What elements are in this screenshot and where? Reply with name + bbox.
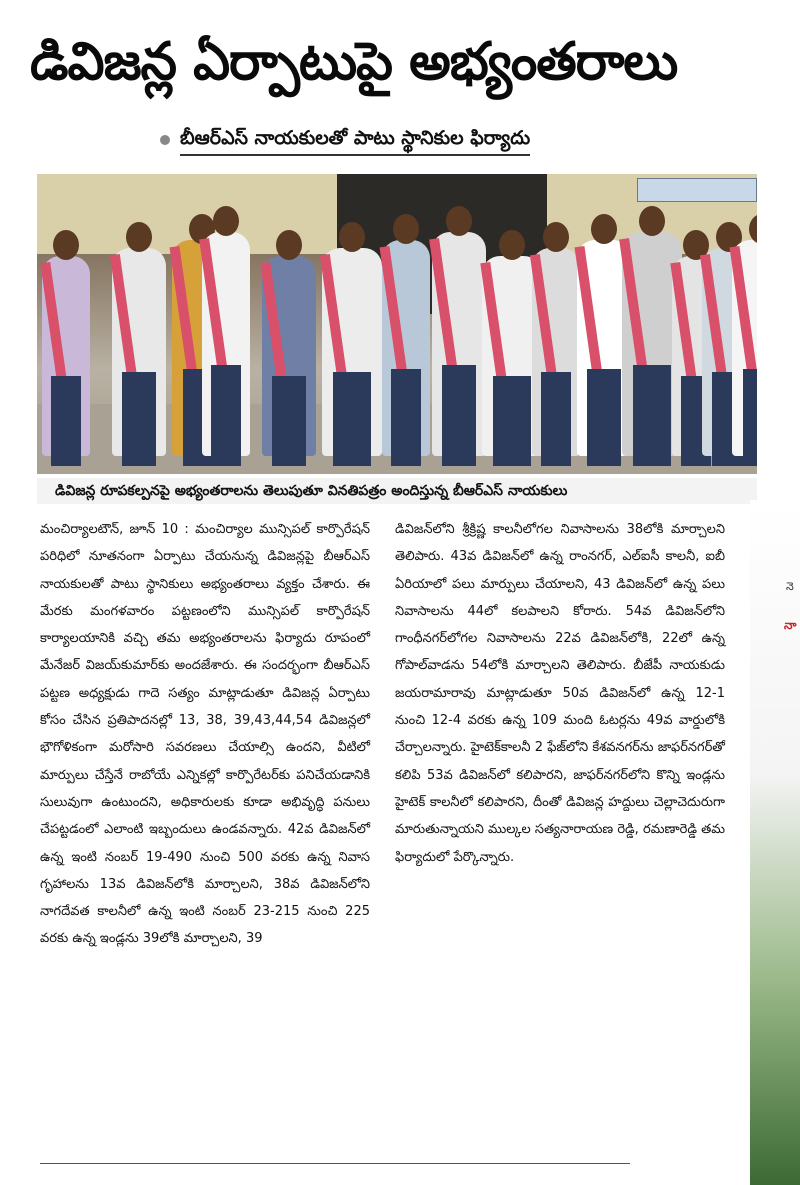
photo-person-head <box>499 230 525 260</box>
photo-person-head <box>276 230 302 260</box>
article-body-left-column: మంచిర్యాలటౌన్‌, జూన్‌ 10 : మంచిర్యాల మున్సిపల్‌ కార్పొరేషన్‌ పరిధిలో నూతనంగా ఏర్పాటు చేయనున్న డివిజన్లపై బీఆర్‌ఎస్‌ నాయకులతో పాటు స్థానికులు అభ్యంతరాలు వ్యక్తం చేశారు. ఈ మేరకు మంగళవారం పట్టణంలోని మున్సిపల్‌ కార్పొరేషన్‌ కార్యాలయానికి వచ్చి తమ అభ్యంతరాలను ఫిర్యాదు రూపంలో మేనేజర్‌ విజయ్‌కుమార్‌కు అందజేశారు. ఈ సందర్భంగా బీఆర్‌ఎస్‌ పట్టణ అధ్యక్షుడు గాదె సత్యం మాట్లాడుతూ డివిజన్ల ఏర్పాటు కోసం చేసిన ప్రతిపాదనల్లో 13, 38, 39,43,44,54 డివిజన్లలో భౌగోళికంగా మరోసారి సవరణలు చేయాల్సి ఉందని, వీటిలో మార్పులు చేస్తేనే రాబోయే ఎన్నికల్లో కార్పొరేటర్‌కు పనిచేయడానికి సులువుగా ఉంటుందని, అధికారులకు కూడా అభివృద్ధి పనులు చేపట్టడంలో ఎలాంటి ఇబ్బందులు ఉండవన్నారు. 42వ డివిజన్‌లో ఉన్న ఇంటి నంబర్‌ 19-490 నుంచి 500 వరకు ఉన్న నివాస గృహాలను 13వ డివిజన్‌లోకి మార్చాలని, 38వ డివిజన్‌లోని నాగదేవత కాలనీలో ఉన్న ఇంటి నంబర్‌ 23-215 నుంచి 225 వరకు ఉన్న ఇండ్లను 39లోకి మార్చాలని, 39 <box>40 522 370 947</box>
photo-person-legs <box>743 369 757 466</box>
photo-person-head <box>639 206 665 236</box>
article-headline: డివిజన్ల ఏర్పాటుపై అభ్యంతరాలు <box>30 32 678 92</box>
photo-person <box>112 248 166 456</box>
photo-person-legs <box>587 369 622 466</box>
photo-person-legs <box>51 376 82 466</box>
bullet-dot-icon <box>160 135 170 145</box>
adjacent-article-fragment-red: నా <box>784 618 797 632</box>
photo-caption: డివిజన్ల రూపకల్పనపై అభ్యంతరాలను తెలుపుతూ వినతిపత్రం అందిస్తున్న బీఆర్ఎస్ నాయకులు <box>37 478 757 504</box>
photo-person-head <box>543 222 569 252</box>
bottom-divider <box>40 1163 630 1164</box>
photo-person <box>202 232 250 456</box>
photo-person-legs <box>442 365 477 466</box>
photo-person-legs <box>122 372 157 466</box>
photo-person <box>532 248 580 456</box>
adjacent-article-fragment: నె <box>786 580 794 593</box>
photo-person-head <box>53 230 79 260</box>
photo-person <box>732 240 757 456</box>
photo-person-legs <box>493 376 531 466</box>
article-body-right-column: డివిజన్‌లోని శ్రీక్రిష్ణ కాలనీలోగల నివాసాలను 38లోకి మార్చాలని తెలిపారు. 43వ డివిజన్‌లో ఉన్న రాంనగర్‌, ఎల్‌ఐసీ కాలనీ, ఐబీ ఏరియాలో పలు మార్పులు చేయాలని, 43 డివిజన్‌లో ఉన్న పలు నివాసాలను 44లో కలపాలని కోరారు. 54వ డివిజన్‌లోని గాంధీనగర్‌లోగల నివాసాలను 22వ డివిజన్‌లోకి, 22లో ఉన్న గోపాల్‌వాడను 54లోకి మార్చాలని తెలిపారు. బీజేపీ నాయకుడు జయరామారావు మాట్లాడుతూ 50వ డివిజన్‌లో ఉన్న 12-1 నుంచి 12-4 వరకు ఉన్న 109 మంది ఓటర్లను 49వ వార్డులోకి చేర్చాలన్నారు. హైటెక్‌కాలనీ 2 ఫేజ్‌లోని కేశవనగర్‌ను జాఫర్‌నగర్‌తో కలిపి 53వ డివిజన్‌లో కలిపారని, జాఫర్‌నగర్‌లోని కొన్ని ఇండ్లను హైటెక్‌ కాలనీలో కలిపారని, దీంతో డివిజన్ల హద్దులు చెల్లాచెదురుగా మారుతున్నాయని ముల్కల సత్యనారాయణ రెడ్డి, రమణారెడ్డి తమ ఫిర్యాదులో పేర్కొన్నారు. <box>395 522 725 865</box>
photo-person-legs <box>541 372 572 466</box>
photo-signboard <box>637 178 757 202</box>
photo-person-legs <box>272 376 307 466</box>
subheadline-row <box>160 124 680 156</box>
photo-person <box>262 256 316 456</box>
photo-person <box>42 256 90 456</box>
photo-person-head <box>446 206 472 236</box>
news-photo <box>37 174 757 474</box>
photo-person-head <box>393 214 419 244</box>
photo-person <box>382 240 430 456</box>
photo-person-legs <box>211 365 242 466</box>
article-subheadline: బీఆర్ఎస్ నాయకులతో పాటు స్థానికుల ఫిర్యాదు <box>180 124 530 156</box>
adjacent-ad-image <box>750 500 800 1185</box>
photo-person-head <box>591 214 617 244</box>
photo-person-head <box>339 222 365 252</box>
photo-person-head <box>213 206 239 236</box>
photo-person-legs <box>633 365 671 466</box>
photo-person-legs <box>391 369 422 466</box>
photo-person-head <box>126 222 152 252</box>
photo-person <box>432 232 486 456</box>
photo-person <box>322 248 382 456</box>
photo-person-legs <box>333 372 371 466</box>
